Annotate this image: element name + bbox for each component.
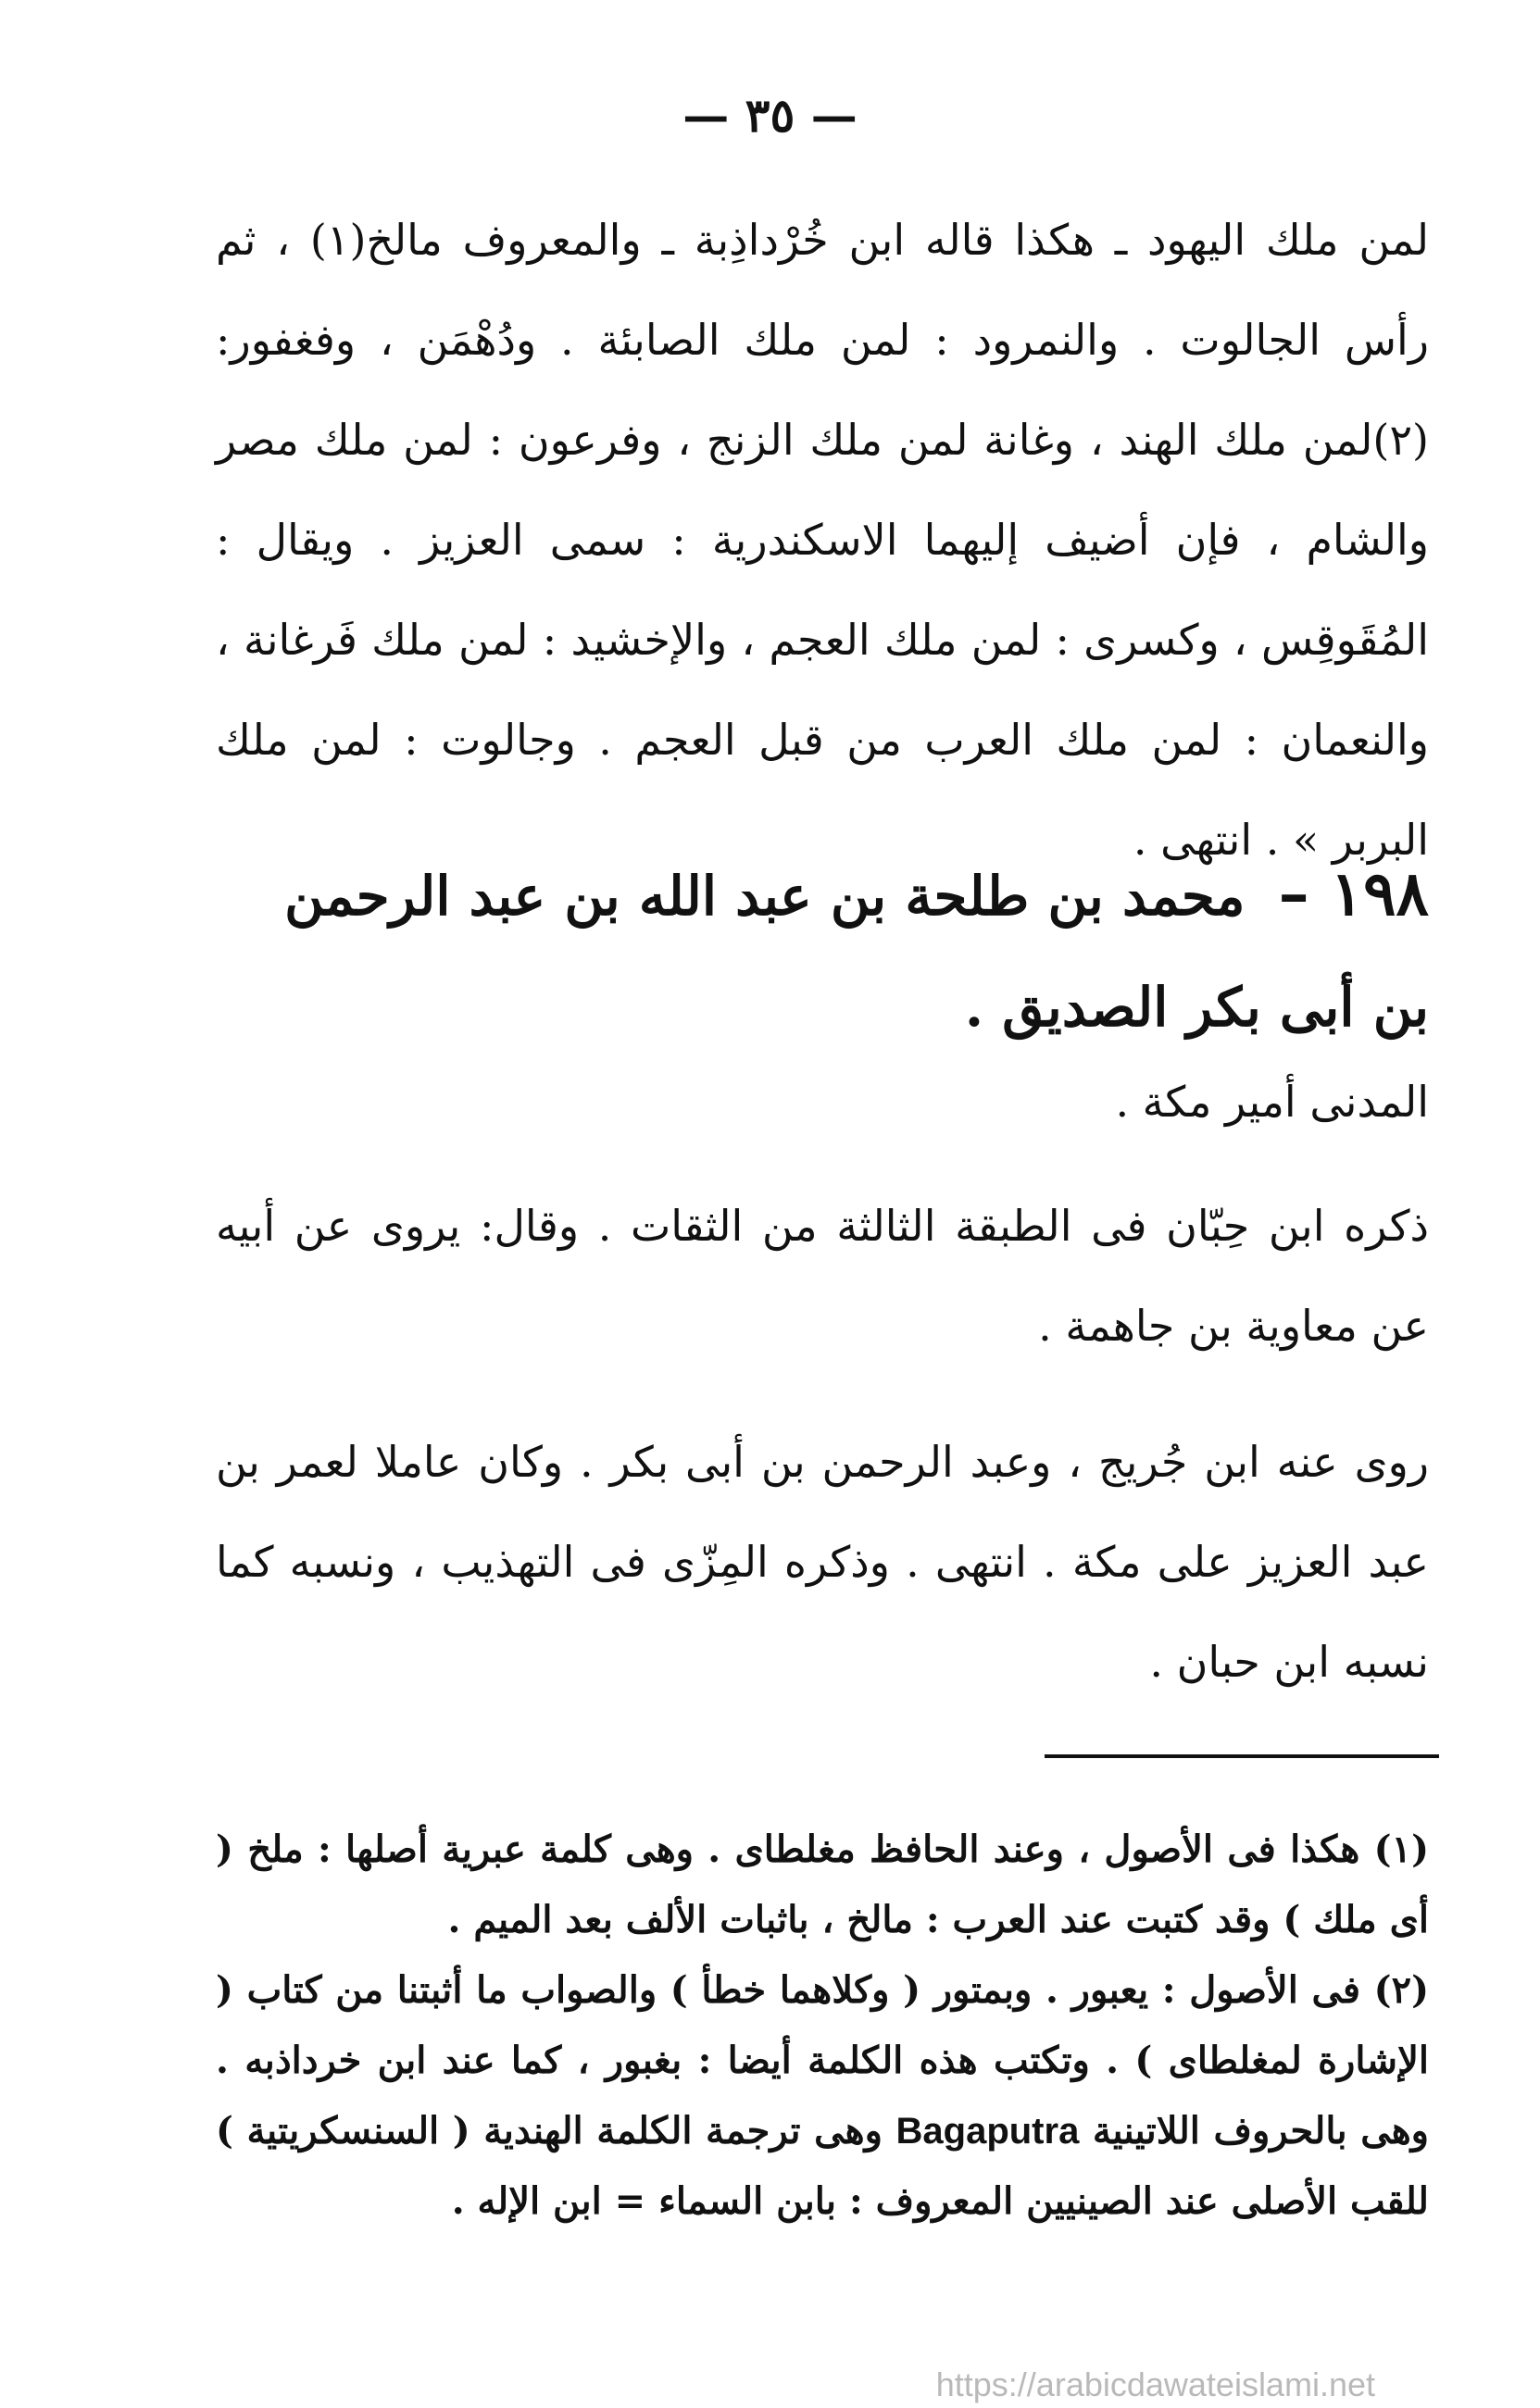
footnotes xyxy=(216,1815,1429,2237)
entry-name: محمد بن طلحة بن عبد الله بن عبد الرحمن بن أبى بكر الصديق . xyxy=(284,865,1429,1039)
paragraph-narrators: روى عنه ابن جُريج ، وعبد الرحمن بن أبى بكر . وكان عاملا لعمر بن عبد العزيز على مكة . انتهى . وذكره المِزّى فى التهذيب ، ونسبه كما نسبه ابن حبان . xyxy=(216,1437,1429,1687)
watermark-url: https://arabicdawateislami.net xyxy=(935,2365,1375,2403)
page-number: — ٣٥ — xyxy=(682,88,858,143)
footnote-2-part-a: (٢) فى الأصول : يعبور . وبمتور ( وكلاهما خطأ ) والصواب ما أثبتنا من كتاب ( الإشارة لمغلطاى ) . وتكتب هذه الكلمة أيضا : بغبور ، كما عند ابن خرداذبه . وهى بالحروف اللاتينية xyxy=(216,1968,1430,2152)
footnote-2-part-b: وهى ترجمة الكلمة الهندية ( السنسكريتية ) للقب الأصلى عند الصينيين المعروف : بابن السماء = ابن الإله . xyxy=(216,2109,1429,2223)
paragraph-description: المدنى أمير مكة . xyxy=(1115,1077,1429,1127)
paragraph-continuation: لمن ملك اليهود ـ هكذا قاله ابن خُرْداذِبة ـ والمعروف مالخ(١) ، ثم رأس الجالوت . والنمرود : لمن ملك الصابئة . ودُهْمَن ، وفغفور:(٢)لمن ملك الهند ، وغانة لمن ملك الزنج ، وفرعون : لمن ملك مصر والشام ، فإن أضيف إليهما الاسكندرية : سمى العزيز . ويقال : المُقَوقِس ، وكسرى : لمن ملك العجم ، والإخشيد : لمن ملك فَرغانة ، والنعمان : لمن ملك العرب من قبل العجم . وجالوت : لمن ملك البربر » . انتهى . xyxy=(216,215,1429,865)
entry-heading xyxy=(216,838,1429,1063)
footnote-2 xyxy=(216,1955,1429,2237)
paragraph-ibn-hibban: ذكره ابن حِبّان فى الطبقة الثالثة من الثقات . وقال: يروى عن أبيه عن معاوية بن جاهمة . xyxy=(216,1201,1429,1351)
footnote-divider xyxy=(1045,1754,1439,1758)
footnote-1: (١) هكذا فى الأصول ، وعند الحافظ مغلطاى . وهى كلمة عبرية أصلها : ملخ ( أى ملك ) وقد كتبت عند العرب : مالخ ، باثبات الألف بعد الميم . xyxy=(216,1828,1429,1941)
entry-number: ١٩٨ – xyxy=(1278,857,1429,930)
footnote-2-latin-term: Bagaputra xyxy=(895,2111,1080,2152)
